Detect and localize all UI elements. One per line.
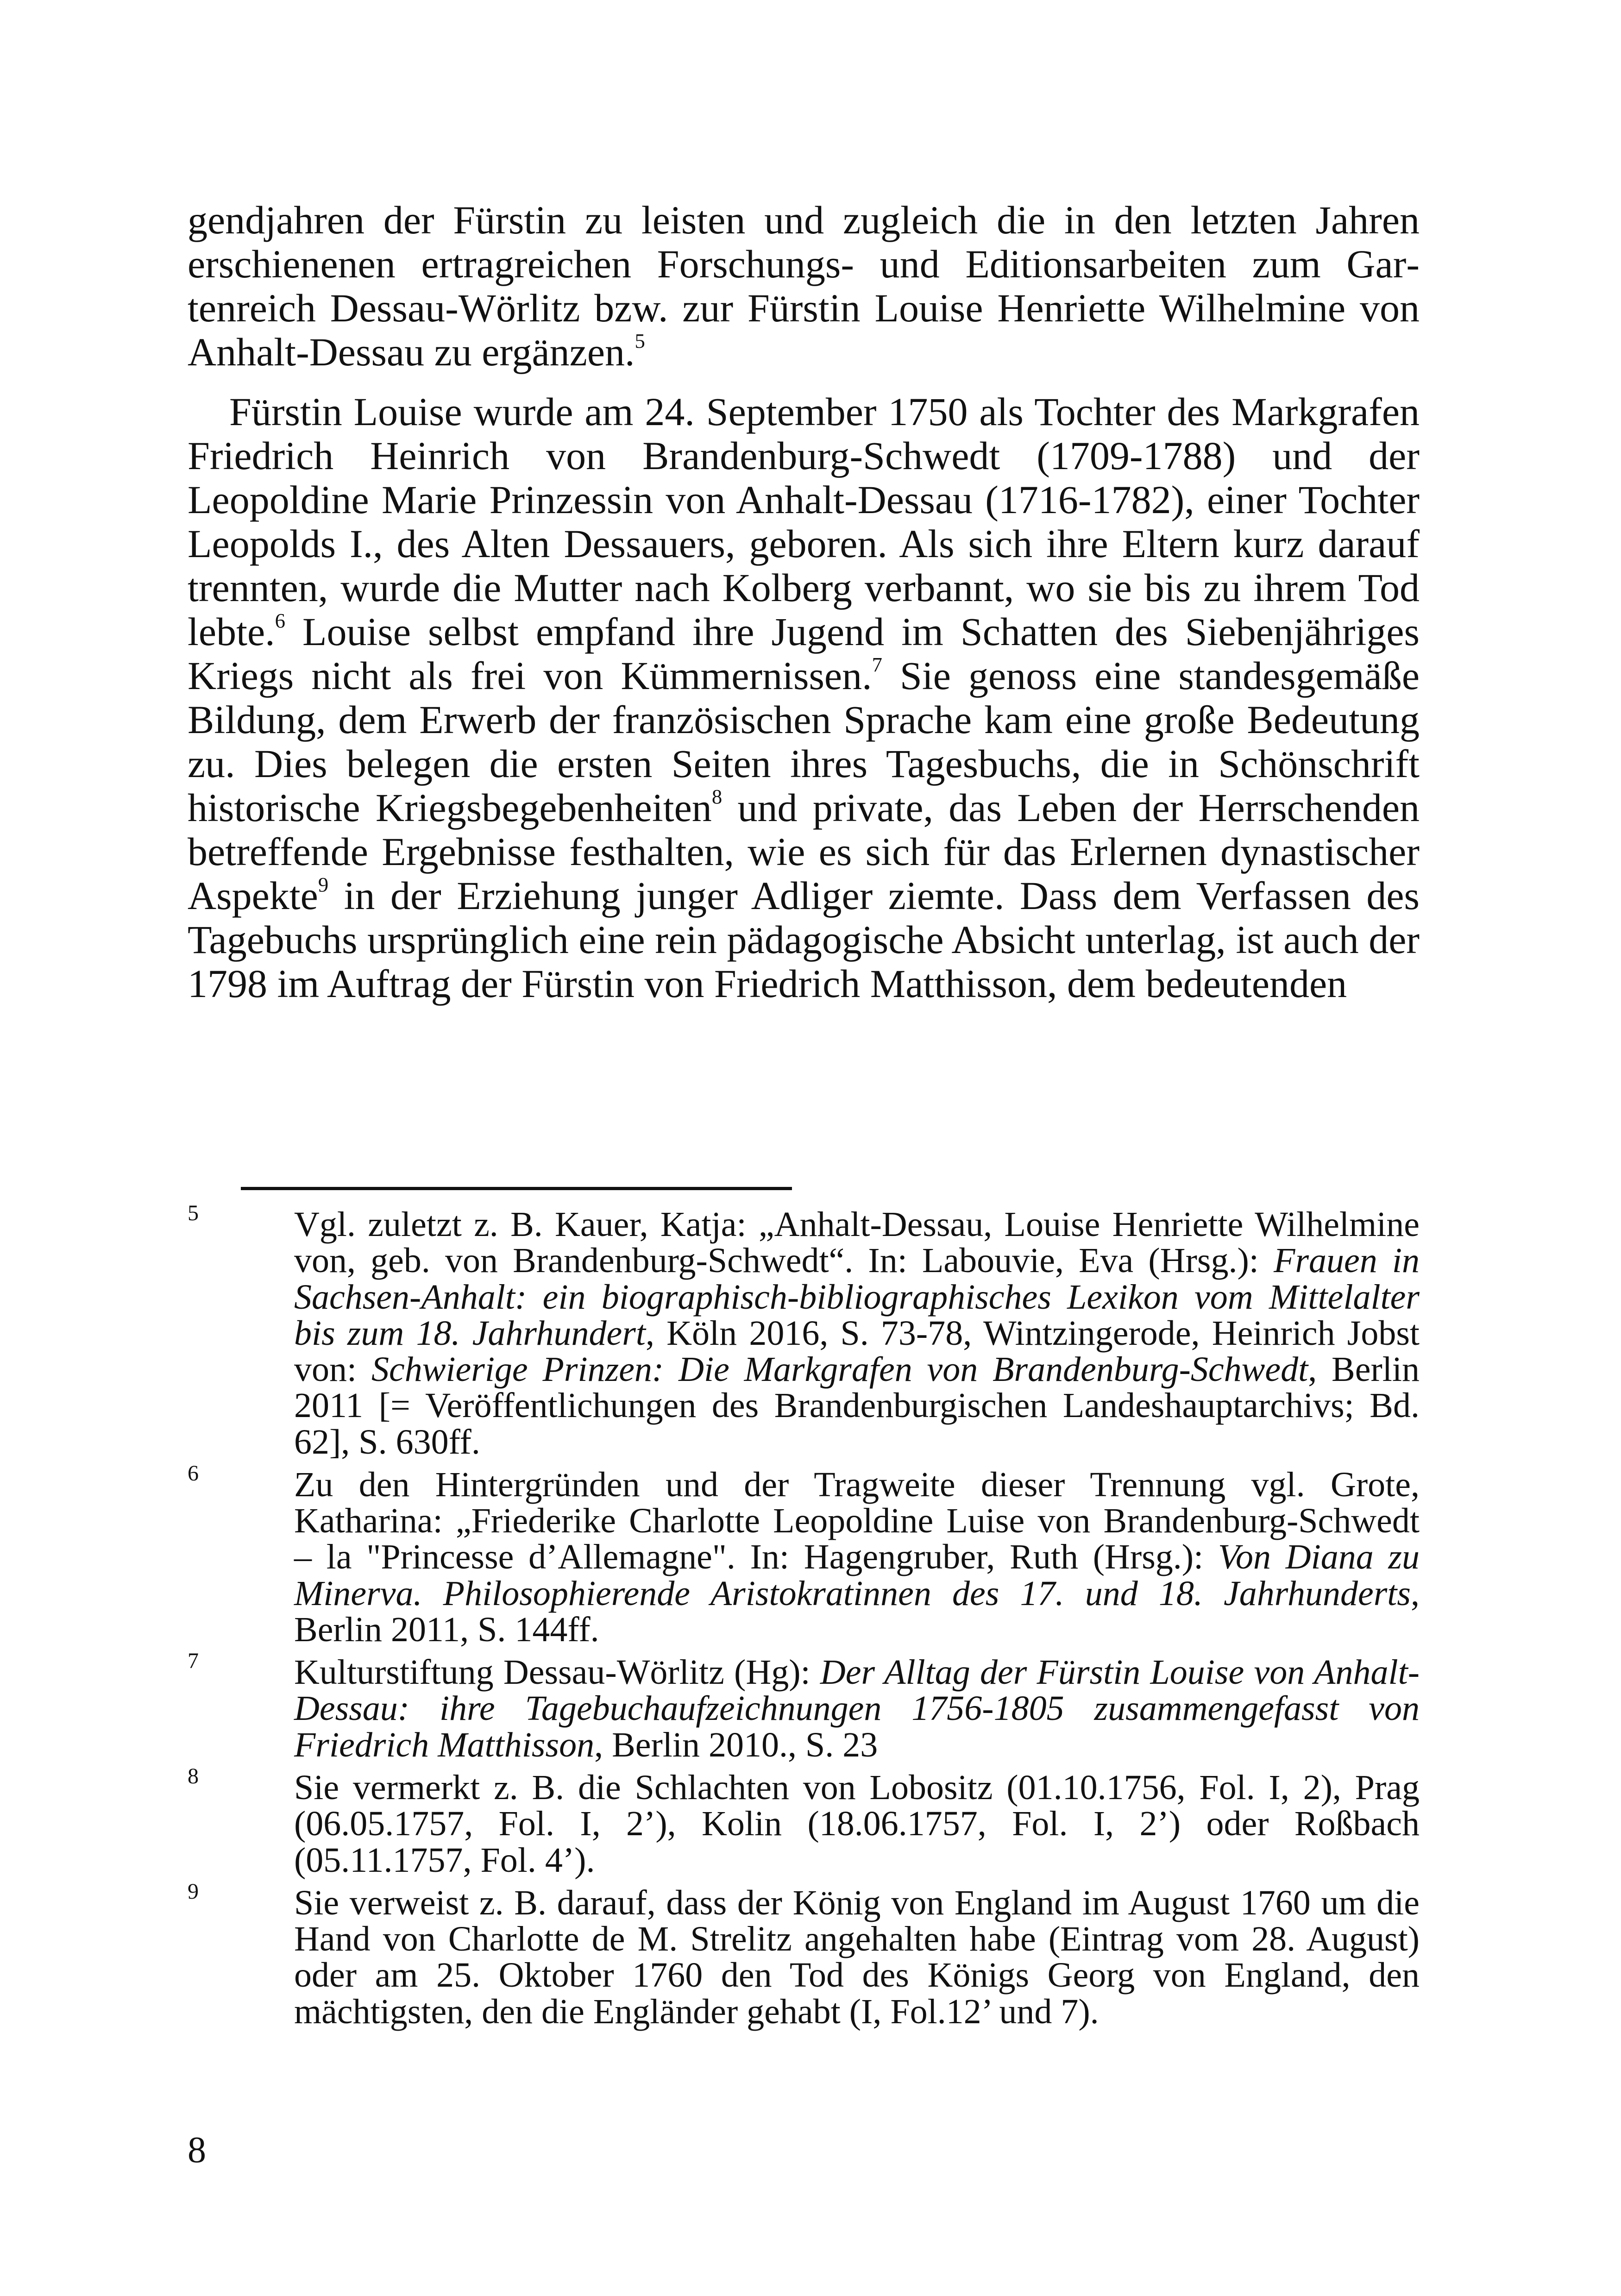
footnote (188, 1879, 1420, 2031)
text-run: in der Erziehung junger Adliger ziemte. Dass dem Verfassen des Tagebuchs ursprünglich eine rein pädagogische Absicht unterlag, ist auch der 1798 im Auftrag der Fürstin von Friedrich Matthisson, dem bedeutenden (188, 873, 1420, 1006)
footnote-text: Vgl. zuletzt z. B. Kauer, Katja: „Anhalt-Dessau, Louise Henriette Wilhelmine von, geb. von Brandenburg-Schwedt“. In: Labouvie, Eva (Hrsg.): Frauen in Sachsen-Anhalt: ein biographisch-bibliographisches Lexikon vom Mittelalter bis zum 18. Jahrhundert, Köln 2016, S. 73-78, Wintzingerode, Heinrich Jobst von: Schwierige Prinzen: Die Markgrafen von Brandenburg-Schwedt, Berlin 2011 [= Veröffentlichungen des Brandenburgischen Landeshauptarchivs; Bd. 62], S. 630ff. (294, 1205, 1420, 1462)
text-run: und private, das Leben der Herrschenden betreffende Ergebnisse festhalten, wie es sich für das Erlernen dynastischer Aspekte (188, 785, 1420, 918)
footnotes (188, 1201, 1420, 2036)
footnote-number: 5 (188, 1201, 199, 1225)
footnote-ref: 7 (872, 653, 882, 677)
footnote-ref: 5 (635, 329, 645, 353)
footnote (188, 1201, 1420, 1462)
footnote-ref: 9 (318, 873, 329, 897)
footnote-ref: 6 (275, 609, 285, 633)
paragraph (188, 198, 1420, 374)
footnote-text: Zu den Hintergründen und der Tragweite dieser Trennung vgl. Grote, Katharina: „Friederike Charlotte Leopoldine Luise von Brandenburg-Schwedt – la "Princesse d’Allemagne". In: Hagengruber, Ruth (Hrsg.): Von Diana zu Minerva. Philosophierende Aristokratinnen des 17. und 18. Jahrhunderts, Berlin 2011, S. 144ff. (294, 1465, 1420, 1649)
footnote (188, 1763, 1420, 1880)
footnote-number: 6 (188, 1461, 199, 1486)
text-run: Louise selbst empfand ihre Jugend im Schatten des Siebenjähriges Kriegs nicht als frei von Kümmernissen. (188, 609, 1420, 698)
footnote-number: 7 (188, 1649, 199, 1674)
footnote-ref: 8 (711, 785, 723, 809)
footnote (188, 1649, 1420, 1764)
footnote (188, 1461, 1420, 1649)
text-run: gendjahren der Fürstin zu leisten und zugleich die in den letzten Jahren erschienenen ertragreichen Forschungs- und Editionsarbeiten zum Gartenreich Dessau-Wörlitz bzw. zur Fürstin Louise Henriette Wilhelmine von Anhalt-Dessau zu ergänzen. (188, 198, 1420, 375)
paragraph (188, 390, 1420, 1006)
footnote-text: Kulturstiftung Dessau-Wörlitz (Hg): Der Alltag der Fürstin Louise von Anhalt-Dessau: ihre Tagebuchaufzeichnungen 1756-1805 zusammengefasst von Friedrich Matthisson, Berlin 2010., S. 23 (294, 1653, 1420, 1764)
footnote-number: 8 (188, 1763, 199, 1788)
footnote-number: 9 (188, 1879, 199, 1904)
text-run: Fürstin Louise wurde am 24. September 1750 als Tochter des Markgrafen Friedrich Heinrich von Brandenburg-Schwedt (1709-1788) und der Leopoldine Marie Prinzessin von Anhalt-Dessau (1716-1782), einer Tochter Leopolds I., des Alten Dessauers, geboren. Als sich ihre Eltern kurz darauf trennten, wurde die Mutter nach Kolberg verbannt, wo sie bis zu ihrem Tod lebte. (188, 389, 1420, 654)
footnote-text: Sie vermerkt z. B. die Schlachten von Lobositz (01.10.1756, Fol. I, 2), Prag (06.05.1757, Fol. I, 2’), Kolin (18.06.1757, Fol. I, 2’) oder Roßbach (05.11.1757, Fol. 4’). (294, 1768, 1420, 1880)
page-number: 8 (188, 2130, 206, 2171)
footnote-text: Sie verweist z. B. darauf, dass der König von England im August 1760 um die Hand von Charlotte de M. Strelitz angehalten habe (Eintrag vom 28. August) oder am 25. Oktober 1760 den Tod des Königs Georg von England, den mächtigsten, den die Engländer gehabt (I, Fol.12’ und 7). (294, 1883, 1420, 2031)
text-run: Sie genoss eine standesgemäße Bildung, dem Erwerb der französischen Sprache kam eine große Bedeutung zu. Dies belegen die ersten Seiten ihres Tagesbuchs, die in Schönschrift historische Kriegsbegebenheiten (188, 653, 1420, 830)
footnote-separator (241, 1187, 792, 1190)
main-text (188, 198, 1420, 1006)
